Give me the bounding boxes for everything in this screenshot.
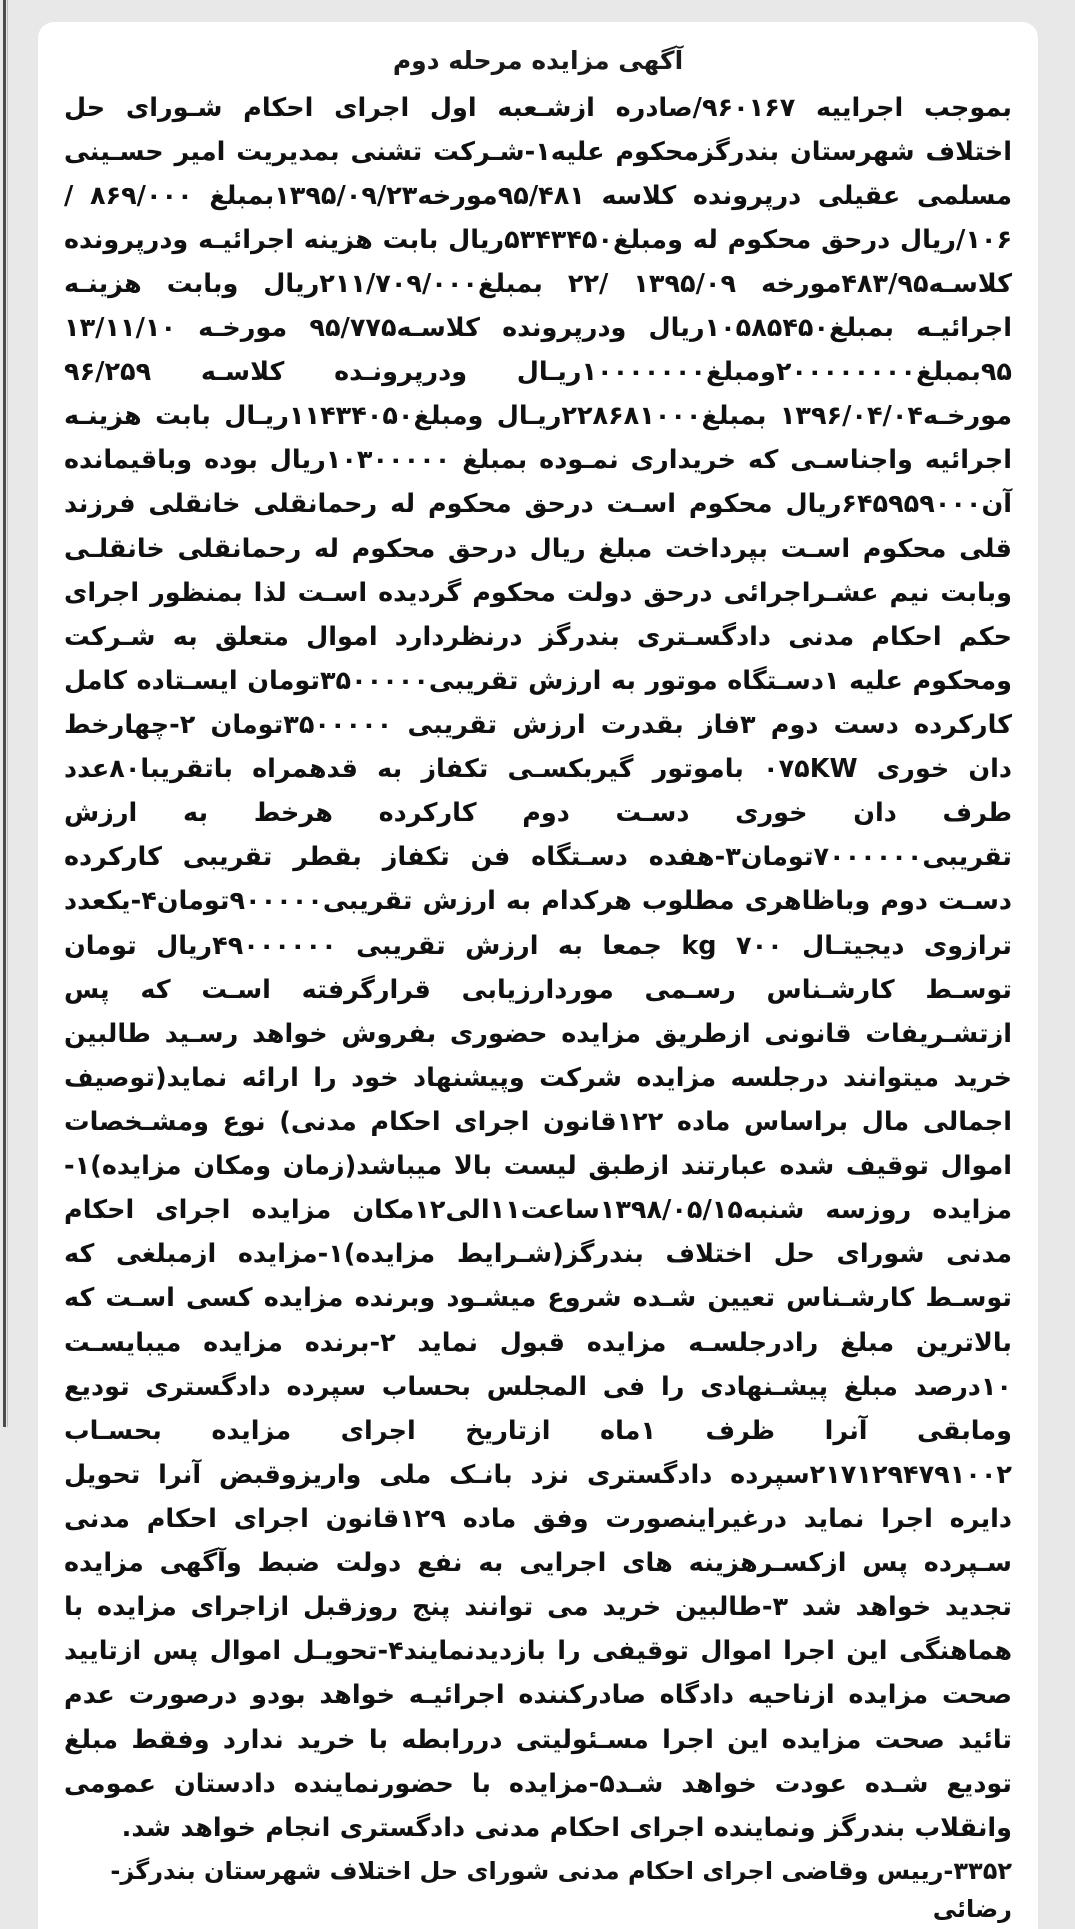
notice-paragraph: بموجب اجراییه ۹۶۰۱۶۷/صادره ازشـعبه اول اجرای احکام شـورای حل اختلاف شهرستان بندرگزمحکوم علیه۱-شـرکت تشنی بمدیریت امیر حسـینی مسلمی عقیلی درپرونده کلاسه ۹۵/۴۸۱مورخه۱۳۹۵/۰۹/۲۳بمبلغ ۸۶۹/۰۰۰ /۱۰۶/ریال درحق محکوم له ومبلغ۵۳۴۳۴۵۰ریال بابت هزینه اجرائیـه ودرپرونده کلاسـه۴۸۳/۹۵مورخه ۱۳۹۵/۰۹ /۲۲ بمبلغ۲۱۱/۷۰۹/۰۰۰ریال وبابت هزینـه اجرائیـه بمبلغ۱۰۵۸۵۴۵۰ریال ودرپرونده کلاسـه۹۵/۷۷۵ مورخـه ۱۳/۱۱/۱۰ ۹۵بمبلغ۲۰۰۰۰۰۰۰۰ومبلغ۱۰۰۰۰۰۰۰ریـال ودرپرونـده کلاسـه ۹۶/۲۵۹ مورخـه۱۳۹۶/۰۴/۰۴ بمبلغ۲۲۸۶۸۱۰۰۰ریـال ومبلغ۱۱۴۳۴۰۵۰ریـال بابت هزینـه اجرائیه واجناسـی که خریداری نمـوده بمبلغ ۱۰۳۰۰۰۰۰ریال بوده وباقیمانده آن۶۴۵۹۵۹۰۰۰ریال محکوم اسـت درحق محکوم له رحمانقلی خانقلی فرزند قلی محکوم اسـت بپرداخت مبلغ ریال درحق محکوم له رحمانقلی خانقلـی وبابت نیم عشـراجرائی درحق دولت محکوم گردیده اسـت لذا بمنظور اجرای حکم احکام مدنی دادگسـتری بندرگز درنظردارد اموال متعلق به شـرکت ومحکوم علیه ۱دسـتگاه موتور به ارزش تقریبی۳۵۰۰۰۰۰تومان ایسـتاده کامل کارکرده دست دوم ۳فاز بقدرت ارزش تقریبی ۳۵۰۰۰۰۰تومان ۲-چهارخط دان خوری ۰۷۵KW باموتور گیربکسـی تکفاز به قدهمراه باتقریبا۸۰عدد طرف دان خوری دسـت دوم کارکرده هرخط به ارزش تقریبی۷۰۰۰۰۰۰تومان۳-هفده دسـتگاه فن تکفاز بقطر تقریبی کارکرده دسـت دوم وباظاهری مطلوب هرکدام به ارزش تقریبی۹۰۰۰۰۰تومان۴-یکعدد ترازوی دیجیتـال ۷۰۰ kg جمعا به ارزش تقریبی ۴۹۰۰۰۰۰۰ریال تومان توسـط کارشـناس رسـمی موردارزیابی قرارگرفته اسـت که پس ازتشـریفات قانونی ازطریق مزایده حضوری بفروش خواهد رسـید طالبین خرید میتوانند درجلسه مزایده شرکت وپیشنهاد خود را ارائه نماید(توصیف اجمالی مال براساس ماده ۱۲۲قانون اجرای احکام مدنی) نوع ومشـخصات اموال توقیف شده عبارتند ازطبق لیست بالا میباشد(زمان ومکان مزایده)۱-مزایده روزسه شنبه۱۳۹۸/۰۵/۱۵ساعت۱۱الی۱۲مکان مزایده اجرای احکام مدنی شورای حل اختلاف بندرگز(شـرایط مزایده)۱-مزایده ازمبلغی که توسـط کارشـناس تعیین شـده شروع میشـود وبرنده مزایده کسی اسـت که بالاترین مبلغ رادرجلسـه مزایده قبول نماید ۲-برنده مزایده میبایسـت ۱۰درصد مبلغ پیشـنهادی را فی المجلس بحساب سپرده دادگستری تودیع ومابقی آنرا ظرف ۱ماه ازتاریخ اجرای مزایده بحسـاب ۲۱۷۱۲۹۴۷۹۱۰۰۲سپرده دادگستری نزد بانـک ملی واریزوقبض آنرا تحویل دایره اجرا نماید درغیراینصورت وفق ماده ۱۲۹قانون اجرای احکام مدنی سـپرده پس ازکسـرهزینه های اجرایی به نفع دولت ضبط وآگهی مزایده تجدید خواهد شد ۳-طالبین خرید می توانند پنج روزقبل ازاجرای مزایده با هماهنگی این اجرا اموال توقیفی را بازدیدنمایند۴-تحویـل اموال پس ازتایید صحت مزایده ازناحیه دادگاه صادرکننده اجرائیـه خواهد بودو درصورت عدم تائید صحت مزایده این اجرا مسـئولیتی دررابطه با خرید ندارد وفقط مبلغ تودیع شـده عودت خواهد شـد۵-مزایده با حضورنماینده دادستان عمومی وانقلاب بندرگز ونماینده اجرای احکام مدنی دادگستری انجام خواهد شد. <box>64 92 1013 1843</box>
auction-notice-card <box>38 22 1038 1929</box>
page-left-rule <box>3 0 6 1427</box>
notice-body-text <box>64 86 1012 1850</box>
page-left-rule-secondary <box>7 0 8 1427</box>
page-title: آگهی مزایده مرحله دوم <box>392 46 684 75</box>
notice-signature: ۳۳۵۲-رییس وقاضی اجرای احکام مدنی شورای حل اختلاف شهرستان بندرگز-رضائی <box>110 1856 1012 1924</box>
